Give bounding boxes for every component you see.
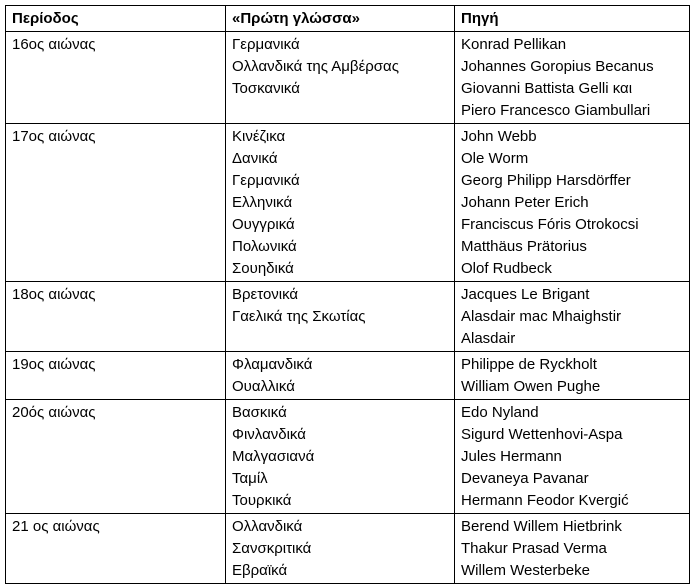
language-item: Ουαλλικά <box>232 378 295 395</box>
table-row <box>6 32 690 124</box>
source-item: Alasdair <box>461 330 516 347</box>
source-item: Philippe de Ryckholt <box>461 356 597 373</box>
header-period: Περίοδος <box>6 6 226 32</box>
language-item: Τοσκανικά <box>232 80 300 97</box>
source-cell <box>455 32 690 124</box>
period-cell <box>6 514 226 584</box>
language-item: Γερμανικά <box>232 172 300 189</box>
language-cell <box>226 352 455 400</box>
source-item: William Owen Pughe <box>461 378 601 395</box>
period-text: 20ός αιώνας <box>12 404 96 421</box>
source-cell <box>455 282 690 352</box>
language-item: Κινέζικα <box>232 128 286 145</box>
period-text: 21 ος αιώνας <box>12 518 100 535</box>
source-item: Sigurd Wettenhovi-Aspa <box>461 426 623 443</box>
language-item: Μαλγασιανά <box>232 448 315 465</box>
source-item: Johannes Goropius Becanus <box>461 58 654 75</box>
language-cell <box>226 124 455 282</box>
source-item: Willem Westerbeke <box>461 562 590 579</box>
language-item: Ουγγρικά <box>232 216 295 233</box>
source-item: Georg Philipp Harsdörffer <box>461 172 631 189</box>
language-item: Φλαμανδικά <box>232 356 313 373</box>
source-item: Hermann Feodor Kvergić <box>461 492 629 509</box>
period-text: 19ος αιώνας <box>12 356 96 373</box>
source-item: Thakur Prasad Verma <box>461 540 607 557</box>
source-cell <box>455 400 690 514</box>
period-cell <box>6 32 226 124</box>
source-item: Konrad Pellikan <box>461 36 567 53</box>
language-item: Δανικά <box>232 150 278 167</box>
period-cell <box>6 352 226 400</box>
period-text: 16ος αιώνας <box>12 36 96 53</box>
language-item: Ολλανδικά <box>232 518 303 535</box>
source-item: Jules Hermann <box>461 448 562 465</box>
source-item: Jacques Le Brigant <box>461 286 590 303</box>
table-row <box>6 124 690 282</box>
language-item: Γαελικά της Σκωτίας <box>232 308 366 325</box>
language-item: Φινλανδικά <box>232 426 306 443</box>
header-source: Πηγή <box>455 6 690 32</box>
header-language: «Πρώτη γλώσσα» <box>226 6 455 32</box>
source-item: Ole Worm <box>461 150 529 167</box>
language-cell <box>226 32 455 124</box>
period-text: 17ος αιώνας <box>12 128 96 145</box>
table-row <box>6 514 690 584</box>
language-cell <box>226 400 455 514</box>
source-cell <box>455 124 690 282</box>
source-item: John Webb <box>461 128 537 145</box>
table-header-row <box>6 6 690 32</box>
language-item: Σανσκριτικά <box>232 540 312 557</box>
language-cell <box>226 282 455 352</box>
language-item: Σουηδικά <box>232 260 294 277</box>
source-item: Johann Peter Erich <box>461 194 589 211</box>
source-item: Giovanni Battista Gelli και <box>461 80 633 97</box>
language-item: Γερμανικά <box>232 36 300 53</box>
source-cell <box>455 514 690 584</box>
language-item: Πολωνικά <box>232 238 297 255</box>
language-item: Ελληνικά <box>232 194 293 211</box>
table-body <box>6 32 690 584</box>
period-cell <box>6 400 226 514</box>
language-item: Ταμίλ <box>232 470 268 487</box>
period-text: 18ος αιώνας <box>12 286 96 303</box>
table-row <box>6 282 690 352</box>
language-cell <box>226 514 455 584</box>
source-item: Alasdair mac Mhaighstir <box>461 308 622 325</box>
table-row <box>6 352 690 400</box>
source-item: Olof Rudbeck <box>461 260 552 277</box>
source-cell <box>455 352 690 400</box>
language-item: Εβραϊκά <box>232 562 288 579</box>
language-item: Βρετονικά <box>232 286 299 303</box>
period-cell <box>6 124 226 282</box>
source-item: Piero Francesco Giambullari <box>461 102 651 119</box>
source-item: Edo Nyland <box>461 404 539 421</box>
source-item: Berend Willem Hietbrink <box>461 518 622 535</box>
table-row <box>6 400 690 514</box>
source-item: Devaneya Pavanar <box>461 470 589 487</box>
period-cell <box>6 282 226 352</box>
language-item: Τουρκικά <box>232 492 292 509</box>
source-item: Matthäus Prätorius <box>461 238 587 255</box>
source-item: Franciscus Fóris Otrokocsi <box>461 216 639 233</box>
first-language-table <box>5 5 690 584</box>
language-item: Βασκικά <box>232 404 287 421</box>
language-item: Ολλανδικά της Αμβέρσας <box>232 58 399 75</box>
